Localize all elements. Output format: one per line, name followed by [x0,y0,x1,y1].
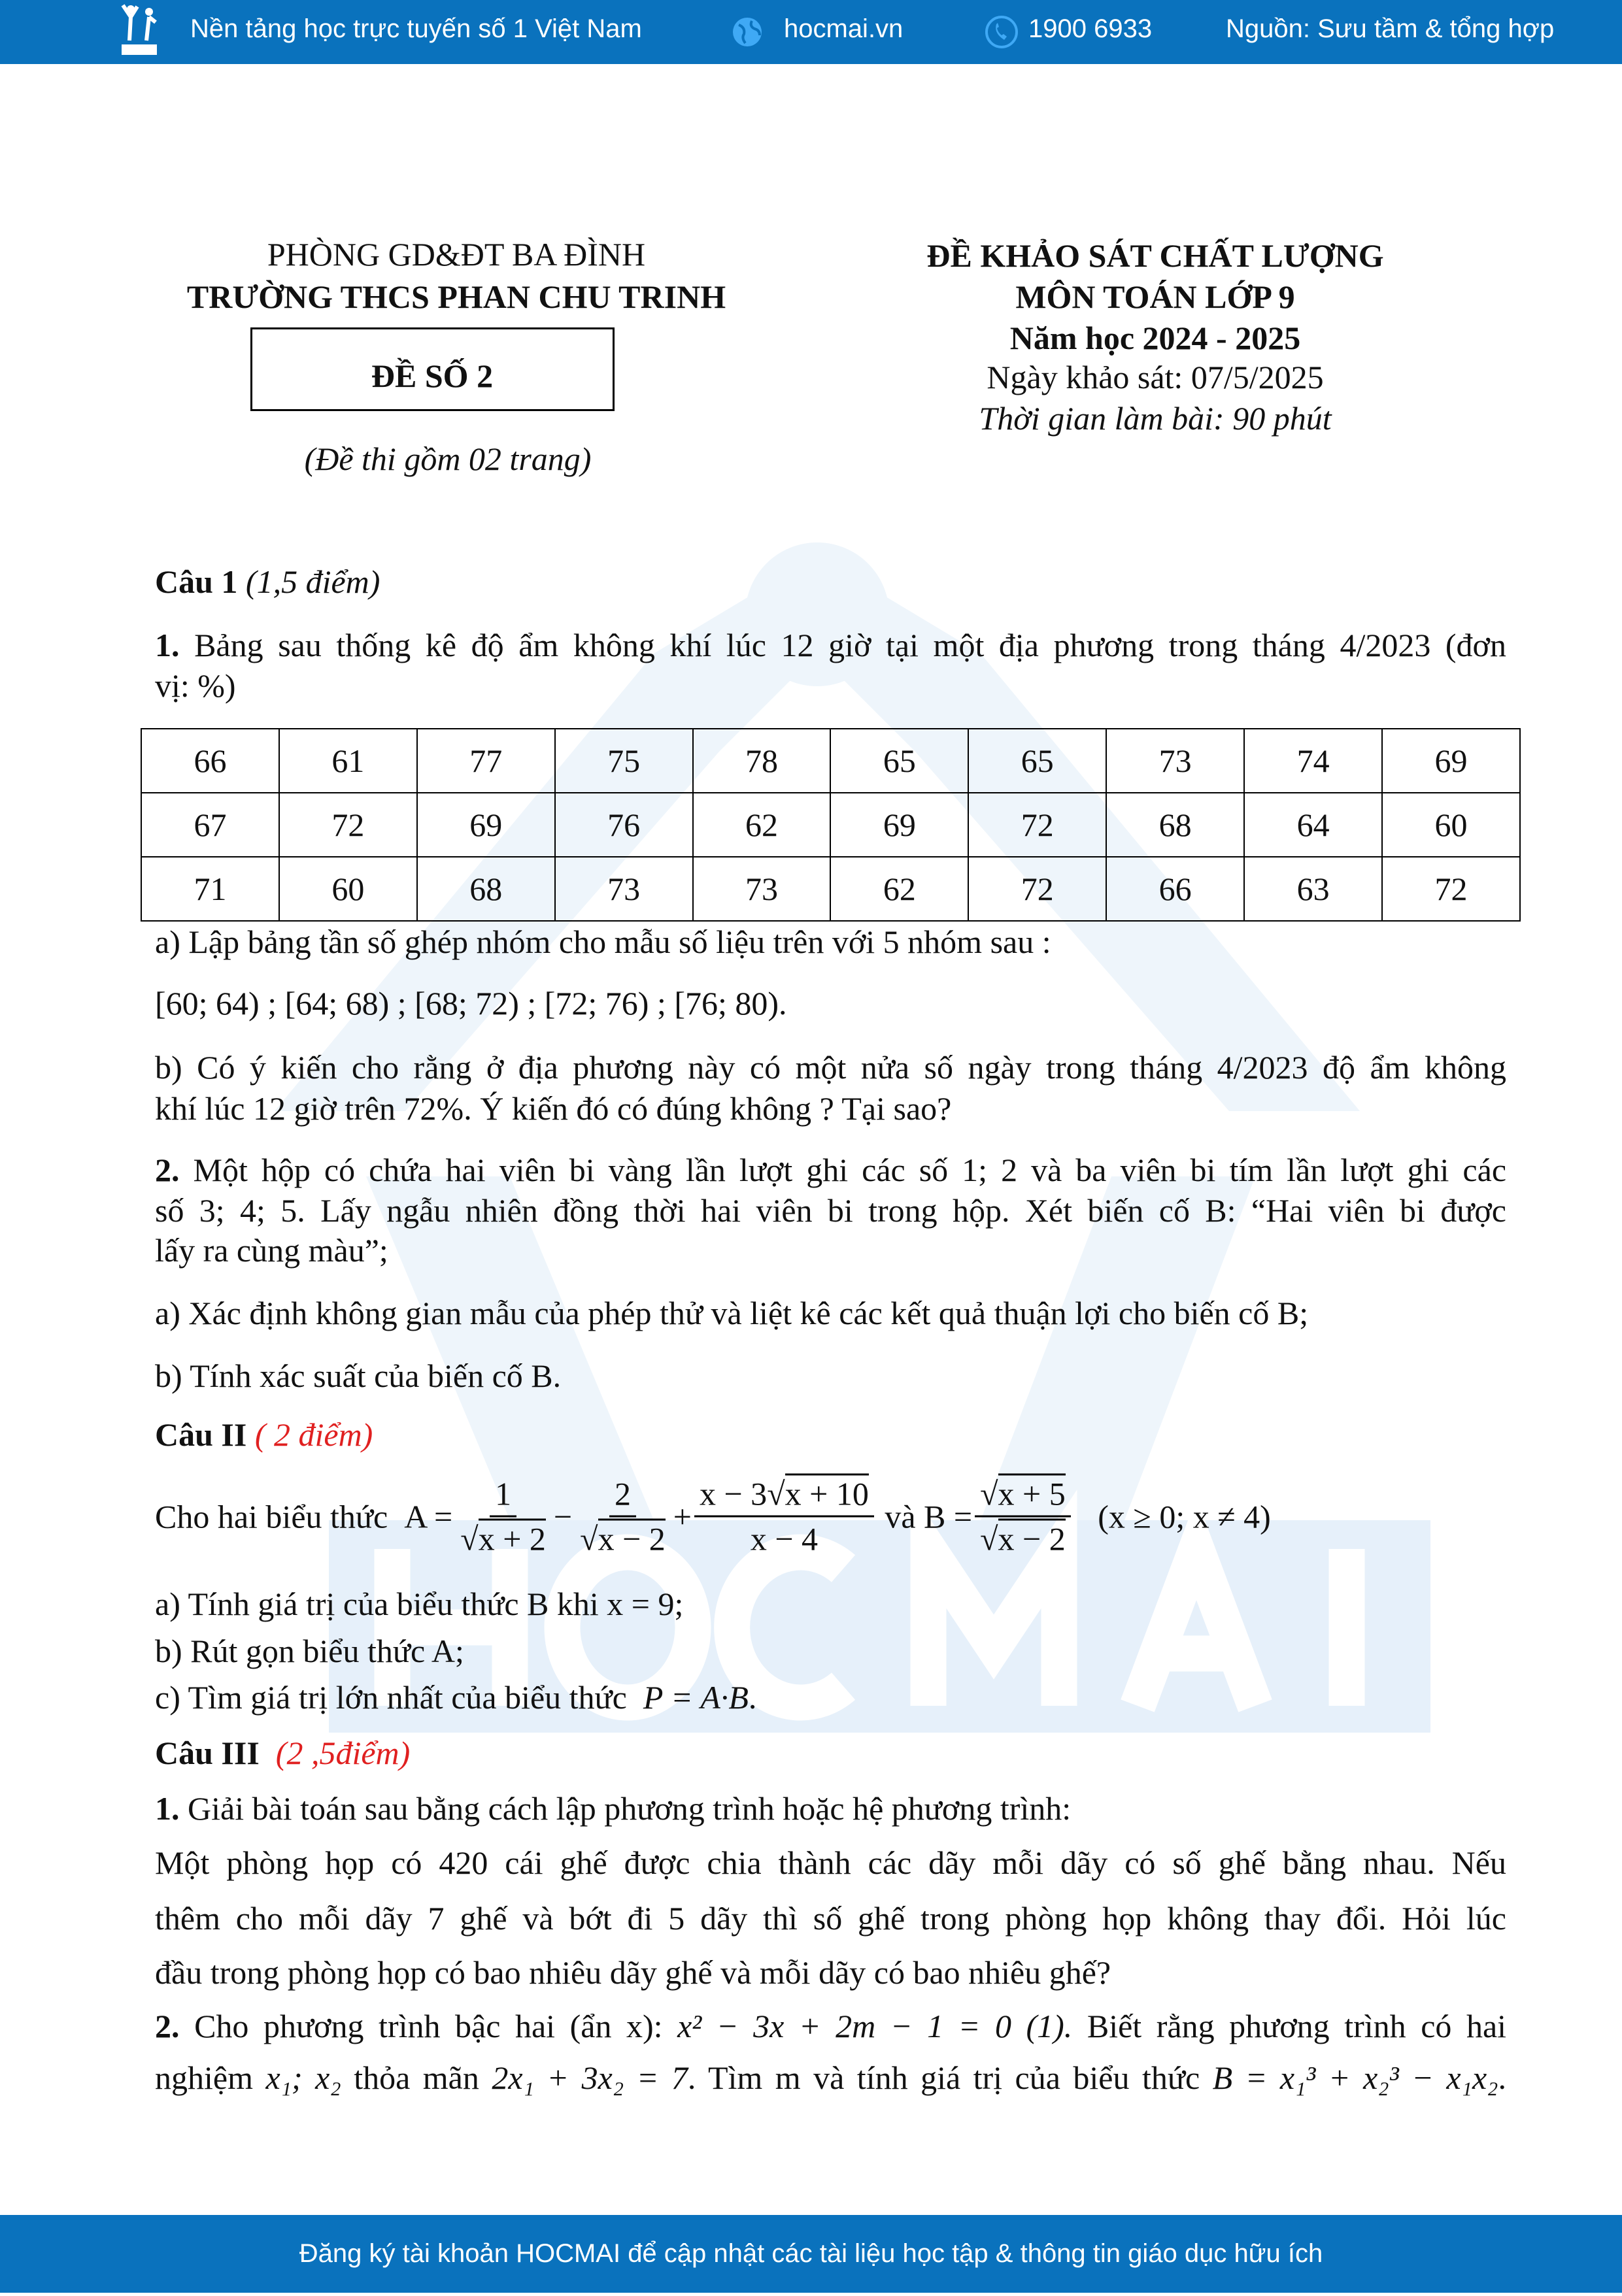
table-cell: 69 [417,793,555,857]
school-name: TRƯỜNG THCS PHAN CHU TRINH [186,278,726,315]
exam-title: ĐỀ KHẢO SÁT CHẤT LƯỢNG [926,237,1384,274]
table-cell: 62 [830,857,968,921]
q1-heading: Câu 1 (1,5 điểm) [155,563,380,600]
table-cell: 67 [141,793,279,857]
q2-a: a) Tính giá trị của biểu thức B khi x = 9; [155,1586,684,1622]
globe-icon [731,16,764,48]
plus-sign: + [673,1498,692,1535]
table-row [141,857,1520,921]
humidity-table [141,728,1521,922]
table-cell: 64 [1244,793,1382,857]
table-row [141,793,1520,857]
table-cell: 77 [417,729,555,793]
website-link[interactable]: hocmai.vn [784,14,904,43]
table-cell: 68 [417,857,555,921]
q3-p1-line3: đầu trong phòng họp có bao nhiêu dãy ghế và mỗi dãy có bao nhiêu ghế? [155,1954,1111,1991]
table-cell: 78 [693,729,831,793]
q3-p2-line1: 2. Cho phương trình bậc hai (ẩn x): x² − 3x + 2m − 1 = 0 (1). Biết rằng phương trình có hai [155,2008,1507,2044]
table-cell: 73 [1106,729,1244,793]
table-cell: 62 [693,793,831,857]
slogan: Nền tảng học trực tuyến số 1 Việt Nam [190,14,642,43]
table-row [141,729,1520,793]
minus-sign: − [553,1498,573,1535]
table-cell: 65 [830,729,968,793]
q2-heading: Câu II ( 2 điểm) [155,1416,373,1453]
table-cell: 63 [1244,857,1382,921]
q1-p1-line2: vị: %) [155,667,236,704]
table-cell: 75 [555,729,693,793]
exam-date: Ngày khảo sát: 07/5/2025 [987,359,1324,395]
source-note: Nguồn: Sưu tầm & tổng hợp [1226,14,1555,43]
table-cell: 72 [279,793,417,857]
fraction-1: $\frac{1}{√x + 2}$ [455,1472,551,1561]
q1-p2-line1: 2. Một hộp có chứa hai viên bi vàng lần lượt ghi các số 1; 2 và ba viên bi tím lần lượt ghi các [155,1152,1507,1188]
q1-p2-line3: lấy ra cùng màu”; [155,1232,388,1269]
exam-subject: MÔN TOÁN LỚP 9 [1015,278,1295,315]
page-count: (Đề thi gồm 02 trang) [304,441,592,477]
expr-a-label: A = [404,1498,453,1535]
q3-p1-line1: Một phòng họp có 420 cái ghế được chia thành các dãy mỗi dãy có số ghế bằng nhau. Nếu [155,1844,1506,1881]
q1-b-line1: b) Có ý kiến cho rằng ở địa phương này có một nửa số ngày trong tháng 4/2023 độ ẩm không [155,1049,1506,1086]
fraction-b: $\frac{√x + 5}{√x - 2}$ [975,1472,1071,1561]
table-cell: 76 [555,793,693,857]
hocmai-logo-icon [118,3,170,56]
table-cell: 72 [968,857,1106,921]
domain-condition: (x ≥ 0; x ≠ 4) [1098,1498,1271,1535]
school-year: Năm học 2024 - 2025 [1009,320,1301,356]
q3-p1-title: 1. Giải bài toán sau bằng cách lập phương trình hoặc hệ phương trình: [155,1790,1072,1827]
department: PHÒNG GD&ĐT BA ĐÌNH [267,236,646,273]
table-cell: 60 [279,857,417,921]
table-cell: 73 [555,857,693,921]
table-cell: 69 [830,793,968,857]
q1-a-line1: a) Lập bảng tần số ghép nhóm cho mẫu số liệu trên với 5 nhóm sau : [155,923,1051,960]
phone-number[interactable]: 1900 6933 [1028,14,1153,43]
q1-b-line2: khí lúc 12 giờ trên 72%. Ý kiến đó có đúng không ? Tại sao? [155,1090,952,1127]
table-cell: 69 [1382,729,1520,793]
q3-heading: Câu III (2 ,5điểm) [155,1735,411,1771]
table-cell: 61 [279,729,417,793]
q1-p2-a: a) Xác định không gian mẫu của phép thử và liệt kê các kết quả thuận lợi cho biến cố B; [155,1295,1309,1331]
table-cell: 71 [141,857,279,921]
q3-p1-line2: thêm cho mỗi dãy 7 ghế và bớt đi 5 dãy thì số ghế trong phòng họp không thay đổi. Hỏi lúc [155,1900,1506,1937]
top-banner [0,0,1622,64]
q3-p2-line2: nghiệm x₁; x₂ thỏa mãn 2x₁ + 3x₂ = 7. Tìm m và tính giá trị của biểu thức B = x₁³ + x₂³ − x₁x₂. [155,2059,1507,2096]
q1-a-line2: [60; 64) ; [64; 68) ; [68; 72) ; [72; 76) ; [76; 80). [155,985,787,1022]
table-cell: 60 [1382,793,1520,857]
phone-icon [984,14,1019,50]
q2-c: c) Tìm giá trị lớn nhất của biểu thức P = A·B. [155,1679,757,1716]
expr-b-label: và B = [885,1498,973,1535]
bottom-banner [0,2215,1622,2293]
q2-expressions [155,1472,1271,1561]
exam-number: ĐỀ SỐ 2 [371,358,494,394]
table-cell: 68 [1106,793,1244,857]
q1-p2-line2: số 3; 4; 5. Lấy ngẫu nhiên đồng thời hai viên bi trong hộp. Xét biến cố B: “Hai viên bi được [155,1192,1506,1229]
table-cell: 73 [693,857,831,921]
table-cell: 74 [1244,729,1382,793]
table-cell: 72 [968,793,1106,857]
exam-duration: Thời gian làm bài: 90 phút [979,400,1332,437]
table-cell: 66 [141,729,279,793]
table-cell: 66 [1106,857,1244,921]
table-cell: 72 [1382,857,1520,921]
footer-text[interactable]: Đăng ký tài khoản HOCMAI để cập nhật các tài liệu học tập & thông tin giáo dục hữu ích [299,2239,1323,2268]
q2-b: b) Rút gọn biểu thức A; [155,1633,464,1669]
fraction-2: $\frac{2}{√x - 2}$ [575,1472,671,1561]
fraction-3: $\frac{x - 3√x + 10}{x - 4}$ [694,1472,874,1561]
table-cell: 65 [968,729,1106,793]
q2-intro: Cho hai biểu thức [155,1498,388,1535]
q1-p1-line1: 1. Bảng sau thống kê độ ẩm không khí lúc 12 giờ tại một địa phương trong tháng 4/2023 (đơn [155,627,1506,663]
q1-p2-b: b) Tính xác suất của biến cố B. [155,1357,562,1394]
